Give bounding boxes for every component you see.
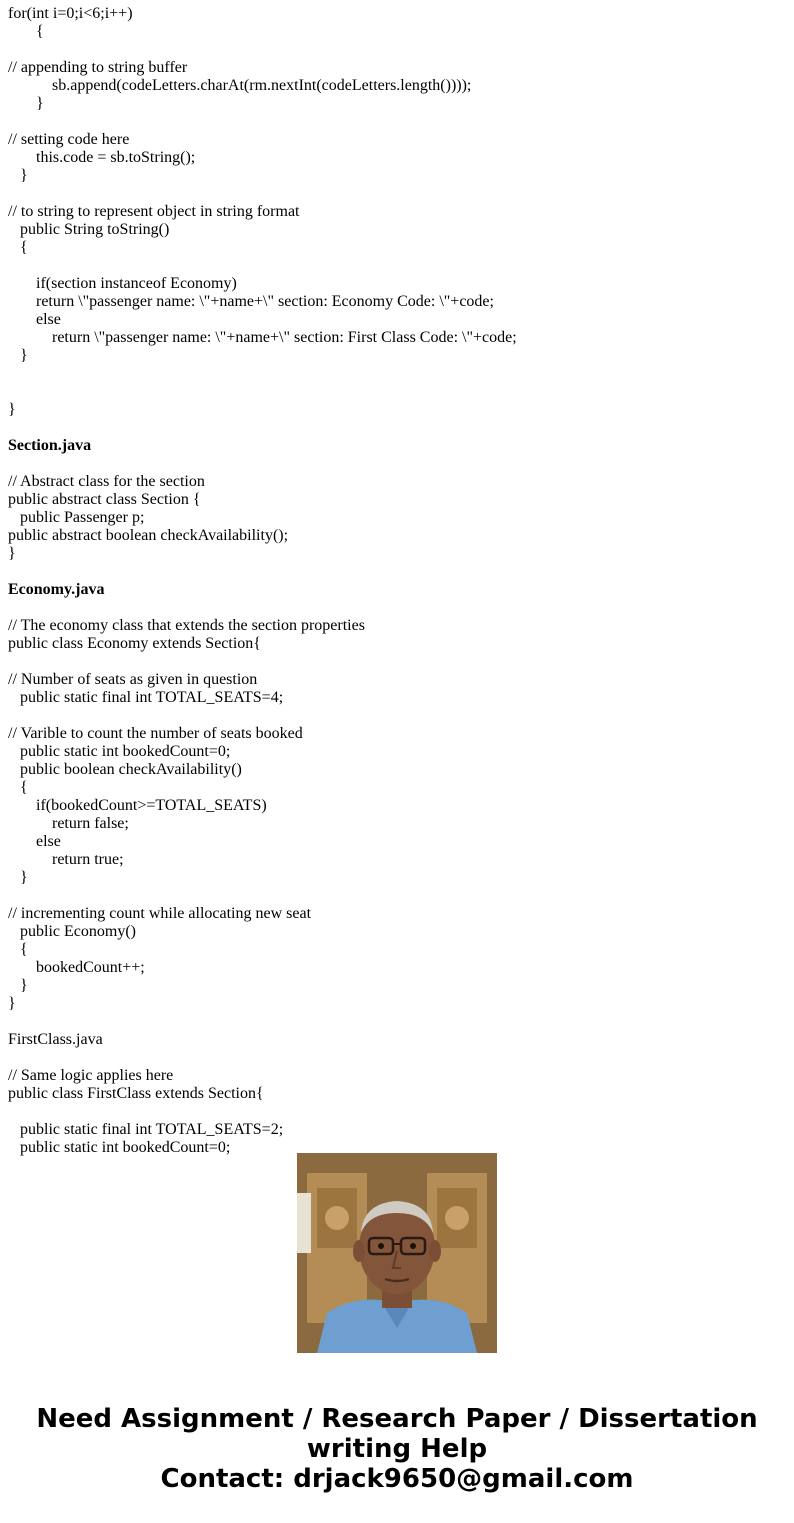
code-line: // Varible to count the number of seats booked bbox=[8, 725, 303, 742]
code-line bbox=[8, 419, 788, 437]
code-line: { bbox=[8, 779, 28, 796]
code-line: } bbox=[8, 347, 28, 364]
code-line bbox=[8, 1013, 788, 1031]
code-line: // Abstract class for the section bbox=[8, 473, 205, 490]
code-line bbox=[8, 185, 788, 203]
code-line: public static int bookedCount=0; bbox=[8, 1139, 231, 1156]
code-line bbox=[8, 455, 788, 473]
code-line bbox=[8, 653, 788, 671]
code-line: for(int i=0;i<6;i++) bbox=[8, 5, 133, 22]
code-line: public String toString() bbox=[8, 221, 170, 238]
code-line: // setting code here bbox=[8, 131, 130, 148]
code-line: bookedCount++; bbox=[8, 959, 145, 976]
code-line: // The economy class that extends the section properties bbox=[8, 617, 365, 634]
code-line: } bbox=[8, 995, 16, 1012]
code-line: public Passenger p; bbox=[8, 509, 145, 526]
code-line bbox=[8, 707, 788, 725]
code-line bbox=[8, 887, 788, 905]
code-line: } bbox=[8, 401, 16, 418]
code-listing bbox=[8, 5, 788, 1156]
code-line: { bbox=[8, 941, 28, 958]
code-line bbox=[8, 1103, 788, 1121]
author-photo bbox=[297, 1153, 497, 1353]
code-line: else bbox=[8, 311, 61, 328]
code-line: public abstract class Section { bbox=[8, 491, 201, 508]
code-line: } bbox=[8, 869, 28, 886]
code-line: else bbox=[8, 833, 61, 850]
code-line: } bbox=[8, 545, 16, 562]
code-line bbox=[8, 257, 788, 275]
file-heading: Section.java bbox=[8, 437, 92, 454]
promo-line-2: writing Help bbox=[306, 1434, 488, 1464]
portrait-image bbox=[297, 1153, 497, 1353]
code-line bbox=[8, 383, 788, 401]
code-line: // incrementing count while allocating new seat bbox=[8, 905, 312, 922]
code-line bbox=[8, 599, 788, 617]
code-line bbox=[8, 41, 788, 59]
code-line: // to string to represent object in string format bbox=[8, 203, 300, 220]
code-line: FirstClass.java bbox=[8, 1031, 103, 1048]
code-line: if(bookedCount>=TOTAL_SEATS) bbox=[8, 797, 267, 814]
file-heading: Economy.java bbox=[8, 581, 105, 598]
code-line: // Number of seats as given in question bbox=[8, 671, 258, 688]
code-line: sb.append(codeLetters.charAt(rm.nextInt(codeLetters.length()))); bbox=[8, 77, 472, 94]
code-line: public static final int TOTAL_SEATS=2; bbox=[8, 1121, 284, 1138]
code-line: public class FirstClass extends Section{ bbox=[8, 1085, 264, 1102]
code-line: public abstract boolean checkAvailability(); bbox=[8, 527, 289, 544]
code-line: if(section instanceof Economy) bbox=[8, 275, 237, 292]
code-line: public class Economy extends Section{ bbox=[8, 635, 261, 652]
code-line: return \"passenger name: \"+name+\" section: First Class Code: \"+code; bbox=[8, 329, 517, 346]
code-line: public static final int TOTAL_SEATS=4; bbox=[8, 689, 284, 706]
code-line: // appending to string buffer bbox=[8, 59, 188, 76]
contact-banner bbox=[0, 1404, 794, 1494]
promo-line-1: Need Assignment / Research Paper / Dissertation bbox=[36, 1404, 758, 1434]
code-line: return \"passenger name: \"+name+\" section: Economy Code: \"+code; bbox=[8, 293, 494, 310]
code-line: public static int bookedCount=0; bbox=[8, 743, 231, 760]
code-line: } bbox=[8, 167, 28, 184]
promo-contact-line: Contact: drjack9650@gmail.com bbox=[160, 1464, 634, 1494]
code-line bbox=[8, 1049, 788, 1067]
code-line: public boolean checkAvailability() bbox=[8, 761, 242, 778]
code-line: return true; bbox=[8, 851, 124, 868]
code-line: } bbox=[8, 95, 44, 112]
code-line: // Same logic applies here bbox=[8, 1067, 174, 1084]
code-line: public Economy() bbox=[8, 923, 136, 940]
code-line bbox=[8, 365, 788, 383]
code-line bbox=[8, 563, 788, 581]
code-line bbox=[8, 113, 788, 131]
code-line: } bbox=[8, 977, 28, 994]
code-line: this.code = sb.toString(); bbox=[8, 149, 196, 166]
code-line: return false; bbox=[8, 815, 129, 832]
code-line: { bbox=[8, 23, 44, 40]
code-line: { bbox=[8, 239, 28, 256]
